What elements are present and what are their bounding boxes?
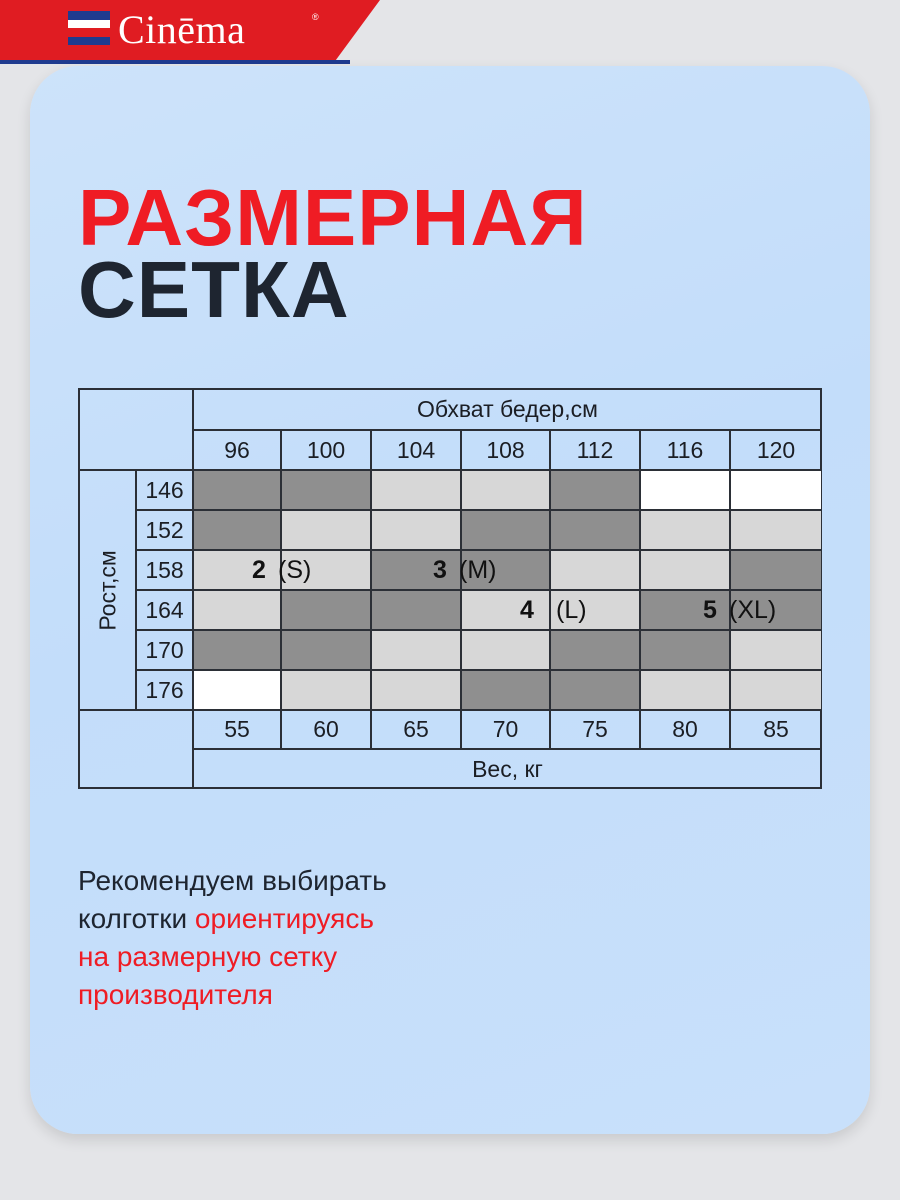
size-cell xyxy=(193,670,281,710)
size-cell xyxy=(640,670,730,710)
weight-value: 55 xyxy=(193,710,281,749)
size-cell xyxy=(281,590,371,630)
size-number: 4 xyxy=(520,595,534,624)
weight-value: 75 xyxy=(550,710,640,749)
size-cell xyxy=(550,470,640,510)
hip-value: 116 xyxy=(640,430,730,470)
size-cell xyxy=(281,470,371,510)
size-cell xyxy=(371,470,461,510)
page-title: РАЗМЕРНАЯ xyxy=(78,173,588,262)
height-value: 164 xyxy=(136,590,193,630)
hip-value: 100 xyxy=(281,430,371,470)
size-cell xyxy=(640,550,730,590)
hip-value: 120 xyxy=(730,430,822,470)
weight-value: 70 xyxy=(461,710,550,749)
bottom-corner-cell xyxy=(78,710,193,789)
size-cell xyxy=(371,510,461,550)
size-cell xyxy=(371,670,461,710)
hip-value: 96 xyxy=(193,430,281,470)
height-value: 152 xyxy=(136,510,193,550)
size-cell xyxy=(730,550,822,590)
size-cell xyxy=(281,670,371,710)
height-axis-text: Рост,см xyxy=(94,549,121,631)
size-label xyxy=(252,550,311,590)
size-cell xyxy=(640,630,730,670)
weight-value: 65 xyxy=(371,710,461,749)
corner-cell xyxy=(78,388,193,470)
height-value: 170 xyxy=(136,630,193,670)
size-letter: (S) xyxy=(278,555,312,584)
note-line-2-highlight: ориентируясь xyxy=(194,903,374,934)
brand-logo: Cinēma xyxy=(118,7,246,52)
weight-value: 85 xyxy=(730,710,822,749)
size-cell xyxy=(730,510,822,550)
height-axis-label xyxy=(80,470,136,710)
size-cell xyxy=(640,470,730,510)
flag-icon xyxy=(68,11,110,45)
size-letter: (L) xyxy=(556,595,587,624)
size-cell xyxy=(640,510,730,550)
weight-value: 80 xyxy=(640,710,730,749)
size-cell xyxy=(550,670,640,710)
height-value: 146 xyxy=(136,470,193,510)
note-line-3: на размерную сетку xyxy=(78,941,338,972)
weight-value: 60 xyxy=(281,710,371,749)
height-value: 158 xyxy=(136,550,193,590)
hip-header: Обхват бедер,см xyxy=(193,388,822,430)
hip-value: 112 xyxy=(550,430,640,470)
size-label xyxy=(520,590,587,630)
size-number: 5 xyxy=(703,595,717,624)
size-label xyxy=(703,590,776,630)
note-line-4: производителя xyxy=(78,979,273,1010)
size-cell xyxy=(193,470,281,510)
size-number: 3 xyxy=(433,555,447,584)
size-cell xyxy=(193,590,281,630)
size-cell xyxy=(461,510,550,550)
height-value: 176 xyxy=(136,670,193,710)
size-cell xyxy=(730,670,822,710)
size-cell xyxy=(730,630,822,670)
size-cell xyxy=(281,630,371,670)
size-cell xyxy=(281,510,371,550)
hip-value: 108 xyxy=(461,430,550,470)
hip-value: 104 xyxy=(371,430,461,470)
size-number: 2 xyxy=(252,555,266,584)
size-cell xyxy=(461,470,550,510)
weight-header: Вес, кг xyxy=(193,749,822,789)
note-line-2 xyxy=(78,900,498,938)
note-line-2-normal: колготки xyxy=(78,903,195,934)
size-label xyxy=(433,550,496,590)
size-letter: (M) xyxy=(459,555,497,584)
size-cell xyxy=(730,470,822,510)
size-cell xyxy=(461,630,550,670)
size-letter: (XL) xyxy=(729,595,777,624)
page-subtitle: СЕТКА xyxy=(78,245,350,334)
size-cell xyxy=(461,670,550,710)
size-cell xyxy=(193,630,281,670)
note-line-1: Рекомендуем выбирать xyxy=(78,865,387,896)
registered-mark: ® xyxy=(312,12,319,22)
size-cell xyxy=(193,510,281,550)
size-cell xyxy=(550,510,640,550)
brand-underline xyxy=(0,60,350,64)
size-cell xyxy=(371,630,461,670)
size-cell xyxy=(550,630,640,670)
size-cell xyxy=(371,590,461,630)
size-cell xyxy=(550,550,640,590)
recommendation-note xyxy=(78,862,498,1014)
